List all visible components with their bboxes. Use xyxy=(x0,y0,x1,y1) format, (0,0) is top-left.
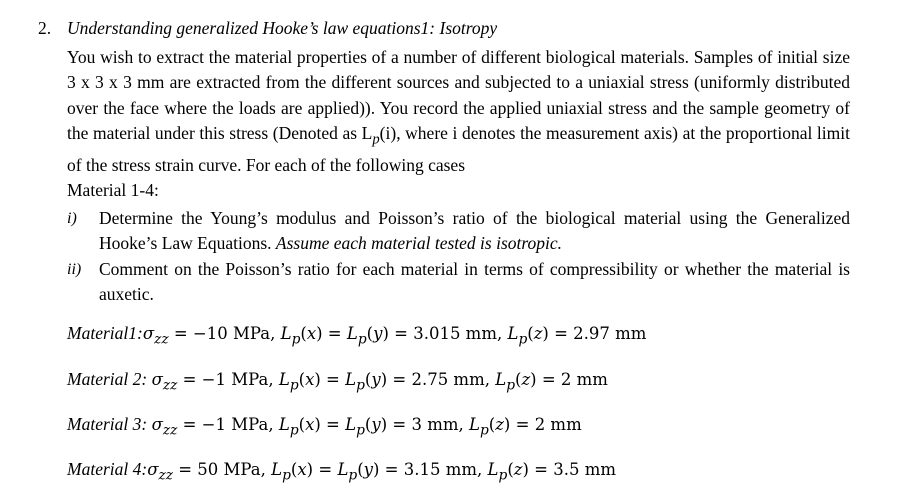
material-label-4: Material 4: xyxy=(67,459,148,479)
task-text-2: Comment on the Poisson’s ratio for each material in terms of compressibility or whether the material is auxetic. xyxy=(99,259,850,305)
material-lz-4: 3.5 mm xyxy=(553,460,616,479)
material-label-1: Material1: xyxy=(67,323,143,343)
question-body xyxy=(67,45,850,203)
material-stress-1: −10 MPa xyxy=(192,324,271,343)
material-label-3: Material 3: xyxy=(67,414,152,434)
material-line-3: Material 3: $\sigma_{zz} = -1$ MPa, $L_p(x) = L_p(y) = 3$ mm, $L_p(z) = 2$ mm xyxy=(67,414,582,439)
body-text-1: You wish to extract the material properties of a number of different biological materials. Samples of initial size 3 x 3 x 3 mm are extracted from the different sources and subjected to a uniaxial stress (uniformly distributed over the face where the loads are applied)). You record the applied uniaxial stress and the sample geometry of the material under this stress (Denoted as L xyxy=(67,47,850,143)
question-number: 2. xyxy=(38,18,52,38)
material-line-4: Material $4:\sigma_{zz} = 50$ MPa, $L_p(x) = L_p(y) = 3.15$ mm, $L_p(z) = 3.5$ mm xyxy=(67,459,616,484)
task-label-2: ii) xyxy=(67,261,82,278)
material-stress-2: −1 MPa xyxy=(201,370,269,389)
task-text-1-main: Determine the Young’s modulus and Poisson’s ratio of the biological material using the Generalized Hooke’s Law Equations. xyxy=(99,208,850,254)
material-lz-3: 2 mm xyxy=(534,415,582,434)
body-last-line: Material 1-4: xyxy=(67,179,159,200)
material-stress-4: 50 MPa xyxy=(197,460,261,479)
question-title: Understanding generalized Hooke’s law equations1: Isotropy xyxy=(67,18,498,38)
material-stress-3: −1 MPa xyxy=(201,415,269,434)
task-label-1: i) xyxy=(67,210,77,227)
material-label-2: Material 2: xyxy=(67,369,152,389)
task-text-1 xyxy=(99,206,850,257)
material-lxy-4: 3.15 mm xyxy=(403,460,478,479)
body-subscript: p xyxy=(372,131,380,148)
material-lxy-1: 3.015 mm xyxy=(413,324,497,343)
body-text-2: (i), where i denotes the measurement axis) at the proportional limit of the stress strain curve. For each of the following cases xyxy=(67,122,850,175)
question-heading xyxy=(38,18,497,39)
material-line-2: Material 2: $\sigma_{zz} = -1$ MPa, $L_p(x) = L_p(y) = 2.75$ mm, $L_p(z) = 2$ mm xyxy=(67,369,608,394)
task-text-1-emphasis: Assume each material tested is isotropic. xyxy=(275,233,563,254)
material-line-1: $Material1:\sigma_{zz} = -10$ MPa, $L_p(x) = L_p(y) = 3.015$ mm, $L_p(z) = 2.97$ mm xyxy=(67,323,647,348)
material-lz-1: 2.97 mm xyxy=(573,324,647,343)
material-lz-2: 2 mm xyxy=(560,370,608,389)
material-lxy-3: 3 mm xyxy=(411,415,459,434)
material-lxy-2: 2.75 mm xyxy=(411,370,485,389)
